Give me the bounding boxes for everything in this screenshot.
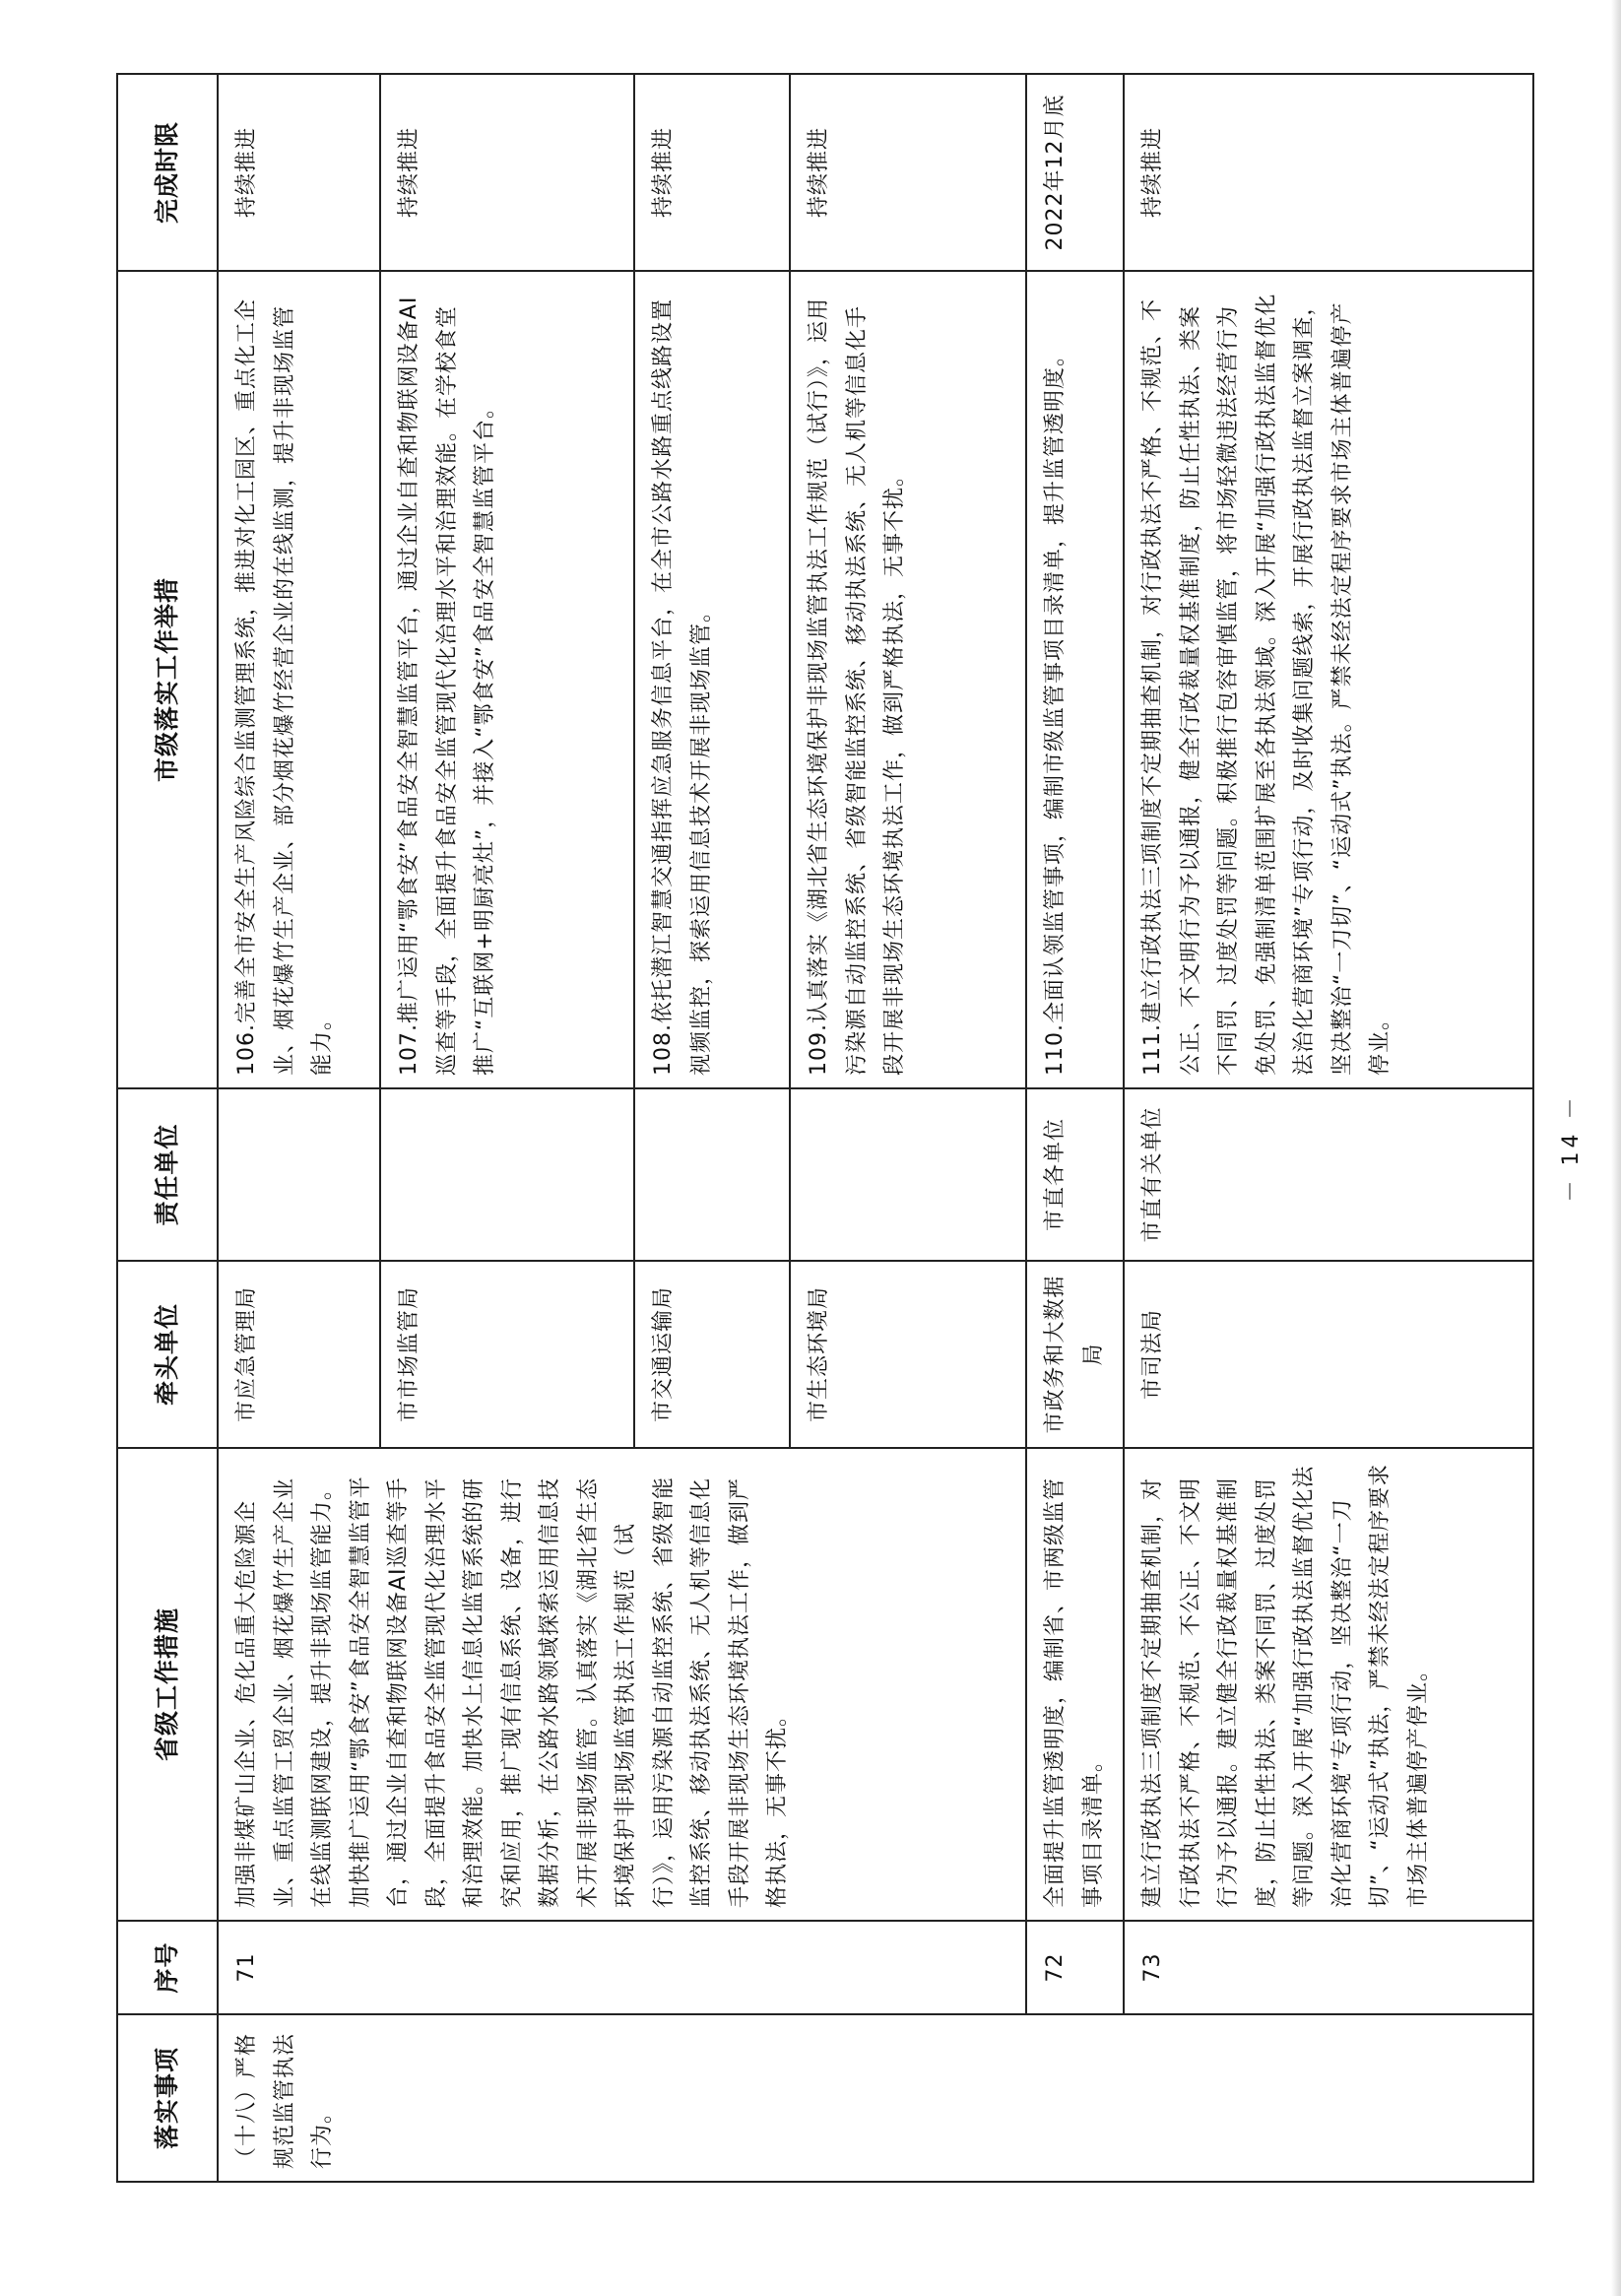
- header-provincial-measures: 省级工作措施: [117, 1448, 218, 1921]
- header-deadline: 完成时限: [117, 74, 218, 271]
- deadline-cell: 持续推进: [380, 74, 634, 271]
- header-lead-unit: 牵头单位: [117, 1261, 218, 1448]
- responsible-unit-cell: [380, 1088, 634, 1261]
- seq-cell: 72: [1026, 1921, 1124, 2014]
- responsible-unit-cell: [790, 1088, 1026, 1261]
- header-seq: 序号: [117, 1921, 218, 2014]
- table-row: [1026, 74, 1124, 2182]
- provincial-measure-cell: 全面提升监管透明度，编制省、市两级监管事项目录清单。: [1026, 1448, 1124, 1921]
- deadline-cell: 持续推进: [790, 74, 1026, 271]
- lead-unit-cell: 市司法局: [1124, 1261, 1533, 1448]
- section-item-cell: （十八）严格规范监管执法行为。: [218, 2014, 1533, 2182]
- city-measure-cell: 110.全面认领监管事项，编制市级监管事项目录清单，提升监管透明度。: [1026, 271, 1124, 1088]
- lead-unit-cell: 市政务和大数据局: [1026, 1261, 1124, 1448]
- lead-unit-cell: 市市场监管局: [380, 1261, 634, 1448]
- city-measure-cell: 106.完善全市安全生产风险综合监测管理系统，推进对化工园区、重点化工企业、烟花爆竹生产企业、部分烟花爆竹经营企业的在线监测，提升非现场监管能力。: [218, 271, 380, 1088]
- lead-unit-cell: 市生态环境局: [790, 1261, 1026, 1448]
- lead-unit-cell: 市交通运输局: [634, 1261, 790, 1448]
- header-item: 落实事项: [117, 2014, 218, 2182]
- scan-edge-shadow: [1611, 0, 1621, 2296]
- provincial-measure-cell: 建立行政执法三项制度不定期抽查机制，对行政执法不严格、不规范、不公正、不文明行为予以通报。建立健全行政裁量权基准制度，防止任性执法、类案不同罚、过度处罚等问题。深入开展“加强行政执法监督优化法治化营商环境”专项行动，坚决整治“一刀切”、“运动式”执法，严禁未经法定程序要求市场主体普遍停产停业。: [1124, 1448, 1533, 1921]
- measures-table: [116, 73, 1534, 2183]
- deadline-cell: 持续推进: [634, 74, 790, 271]
- provincial-measure-cell: 加强非煤矿山企业、危化品重大危险源企业、重点监管工贸企业、烟花爆竹生产企业在线监测联网建设，提升非现场监管能力。加快推广运用“鄂食安”食品安全智慧监管平台，通过企业自查和物联网设备AI巡查等手段，全面提升食品安全监管现代化治理水平和治理效能。加快水上信息化监管系统的研究和应用，推广现有信息系统、设备，进行数据分析，在公路水路领域探索运用信息技术开展非现场监管。认真落实《湖北省生态环境保护非现场监管执法工作规范（试行）》，运用污染源自动监控系统、省级智能监控系统、移动执法系统、无人机等信息化手段开展非现场生态环境执法工作，做到严格执法，无事不扰。: [218, 1448, 1026, 1921]
- deadline-cell: 持续推进: [218, 74, 380, 271]
- lead-unit-cell: 市应急管理局: [218, 1261, 380, 1448]
- table-row: [1124, 74, 1533, 2182]
- seq-cell: 71: [218, 1921, 1026, 2014]
- city-measure-cell: 108.依托潜江智慧交通指挥应急服务信息平台，在全市公路水路重点线路设置视频监控，探索运用信息技术开展非现场监管。: [634, 271, 790, 1088]
- responsible-unit-cell: 市直各单位: [1026, 1088, 1124, 1261]
- deadline-cell: 持续推进: [1124, 74, 1533, 271]
- responsible-unit-cell: [634, 1088, 790, 1261]
- responsible-unit-cell: 市直有关单位: [1124, 1088, 1533, 1261]
- seq-cell: 73: [1124, 1921, 1533, 2014]
- responsible-unit-cell: [218, 1088, 380, 1261]
- city-measure-cell: 107.推广运用“鄂食安”食品安全智慧监管平台，通过企业自查和物联网设备AI巡查等手段，全面提升食品安全监管现代化治理水平和治理效能。在学校食堂推广“互联网+明厨亮灶”，并接入“鄂食安”食品安全智慧监管平台。: [380, 271, 634, 1088]
- city-measure-cell: 109.认真落实《湖北省生态环境保护非现场监管执法工作规范（试行）》，运用污染源自动监控系统、省级智能监控系统、移动执法系统、无人机等信息化手段开展非现场生态环境执法工作，做到严格执法，无事不扰。: [790, 271, 1026, 1088]
- header-city-measures: 市级落实工作举措: [117, 271, 218, 1088]
- page-number: － 14 －: [1559, 1093, 1584, 1203]
- table-row: [218, 74, 380, 2182]
- header-responsible-unit: 责任单位: [117, 1088, 218, 1261]
- table-header-row: [117, 74, 218, 2182]
- deadline-cell: 2022年12月底: [1026, 74, 1124, 271]
- city-measure-cell: 111.建立行政执法三项制度不定期抽查机制，对行政执法不严格、不规范、不公正、不文明行为予以通报，健全行政裁量权基准制度，防止任性执法、类案不同罚、过度处罚等问题。积极推行包容审慎监管，将市场轻微违法经营行为免处罚、免强制清单范围扩展至各执法领域。深入开展“加强行政执法监督优化法治化营商环境”专项行动，及时收集问题线索，开展行政执法监督立案调查，坚决整治“一刀切”、“运动式”执法。严禁未经法定程序要求市场主体普遍停产停业。: [1124, 271, 1533, 1088]
